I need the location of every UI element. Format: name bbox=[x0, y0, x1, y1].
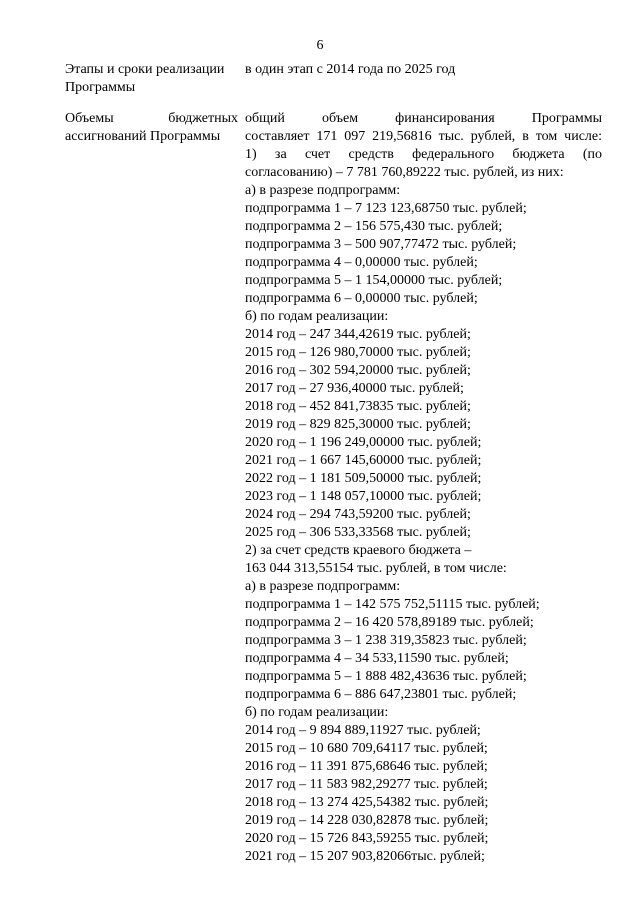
budget-line: 2017 год – 11 583 982,29277 тыс. рублей; bbox=[245, 777, 488, 792]
budget-line: а) в разрезе подпрограмм: bbox=[245, 579, 401, 594]
budget-line: подпрограмма 5 – 1 888 482,43636 тыс. рублей; bbox=[245, 669, 527, 684]
budget-line: 2018 год – 13 274 425,54382 тыс. рублей; bbox=[245, 795, 489, 810]
budget-line: 2021 год – 1 667 145,60000 тыс. рублей; bbox=[245, 453, 482, 468]
budget-line: 2020 год – 15 726 843,59255 тыс. рублей; bbox=[245, 831, 489, 846]
budget-line: 2019 год – 14 228 030,82878 тыс. рублей; bbox=[245, 813, 489, 828]
stages-value-text: в один этап с 2014 года по 2025 год bbox=[245, 62, 456, 77]
budget-line: подпрограмма 3 – 500 907,77472 тыс. рублей; bbox=[245, 237, 517, 252]
budget-line: подпрограмма 5 – 1 154,00000 тыс. рублей; bbox=[245, 273, 503, 288]
budget-line: подпрограмма 4 – 0,00000 тыс. рублей; bbox=[245, 255, 478, 270]
budget-line: 2014 год – 247 344,42619 тыс. рублей; bbox=[245, 327, 471, 342]
budget-line: подпрограмма 1 – 7 123 123,68750 тыс. рублей; bbox=[245, 201, 527, 216]
budget-line: 2024 год – 294 743,59200 тыс. рублей; bbox=[245, 507, 471, 522]
page-number: 6 bbox=[316, 38, 324, 53]
budget-label-line-2: ассигнований Программы bbox=[65, 129, 221, 144]
budget-line: подпрограмма 6 – 0,00000 тыс. рублей; bbox=[245, 291, 478, 306]
budget-line: 2016 год – 302 594,20000 тыс. рублей; bbox=[245, 363, 471, 378]
budget-line: подпрограмма 4 – 34 533,11590 тыс. рублей; bbox=[245, 651, 509, 666]
stages-label-line-1: Этапы и сроки реализации bbox=[65, 62, 225, 77]
budget-line: 163 044 313,55154 тыс. рублей, в том числе: bbox=[245, 561, 507, 576]
budget-line: подпрограмма 2 – 16 420 578,89189 тыс. рублей; bbox=[245, 615, 534, 630]
budget-line: б) по годам реализации: bbox=[245, 705, 389, 720]
budget-line: 2017 год – 27 936,40000 тыс. рублей; bbox=[245, 381, 464, 396]
budget-justified-line: общий объем финансирования Программы bbox=[245, 111, 602, 126]
budget-line: согласованию) – 7 781 760,89222 тыс. рублей, из них: bbox=[245, 165, 564, 180]
budget-line: 2020 год – 1 196 249,00000 тыс. рублей; bbox=[245, 435, 482, 450]
budget-line: 2015 год – 126 980,70000 тыс. рублей; bbox=[245, 345, 471, 360]
budget-line: подпрограмма 1 – 142 575 752,51115 тыс. рублей; bbox=[245, 597, 540, 612]
budget-line: а) в разрезе подпрограмм: bbox=[245, 183, 401, 198]
budget-label bbox=[65, 110, 238, 146]
budget-line: 2021 год – 15 207 903,82066тыс. рублей; bbox=[245, 849, 485, 864]
budget-label-line-1: Объемы бюджетных bbox=[65, 111, 238, 126]
budget-line: подпрограмма 2 – 156 575,430 тыс. рублей; bbox=[245, 219, 503, 234]
budget-line: подпрограмма 3 – 1 238 319,35823 тыс. рублей; bbox=[245, 633, 527, 648]
budget-line: б) по годам реализации: bbox=[245, 309, 389, 324]
budget-line: 2019 год – 829 825,30000 тыс. рублей; bbox=[245, 417, 471, 432]
budget-line: подпрограмма 6 – 886 647,23801 тыс. рублей; bbox=[245, 687, 517, 702]
budget-line: 2) за счет средств краевого бюджета – bbox=[245, 543, 472, 558]
budget-value bbox=[245, 110, 602, 866]
stages-value bbox=[245, 61, 602, 79]
stages-label bbox=[65, 61, 238, 97]
budget-line: 2016 год – 11 391 875,68646 тыс. рублей; bbox=[245, 759, 488, 774]
budget-line: 2025 год – 306 533,33568 тыс. рублей; bbox=[245, 525, 471, 540]
budget-line: 2015 год – 10 680 709,64117 тыс. рублей; bbox=[245, 741, 488, 756]
budget-line: 2022 год – 1 181 509,50000 тыс. рублей; bbox=[245, 471, 482, 486]
budget-justified-line: 1) за счет средств федерального бюджета (по bbox=[245, 147, 602, 162]
budget-line: 2018 год – 452 841,73835 тыс. рублей; bbox=[245, 399, 471, 414]
budget-line: 2023 год – 1 148 057,10000 тыс. рублей; bbox=[245, 489, 482, 504]
budget-justified-line: составляет 171 097 219,56816 тыс. рублей, в том числе: bbox=[245, 129, 602, 144]
stages-label-line-2: Программы bbox=[65, 80, 136, 95]
budget-line: 2014 год – 9 894 889,11927 тыс. рублей; bbox=[245, 723, 481, 738]
